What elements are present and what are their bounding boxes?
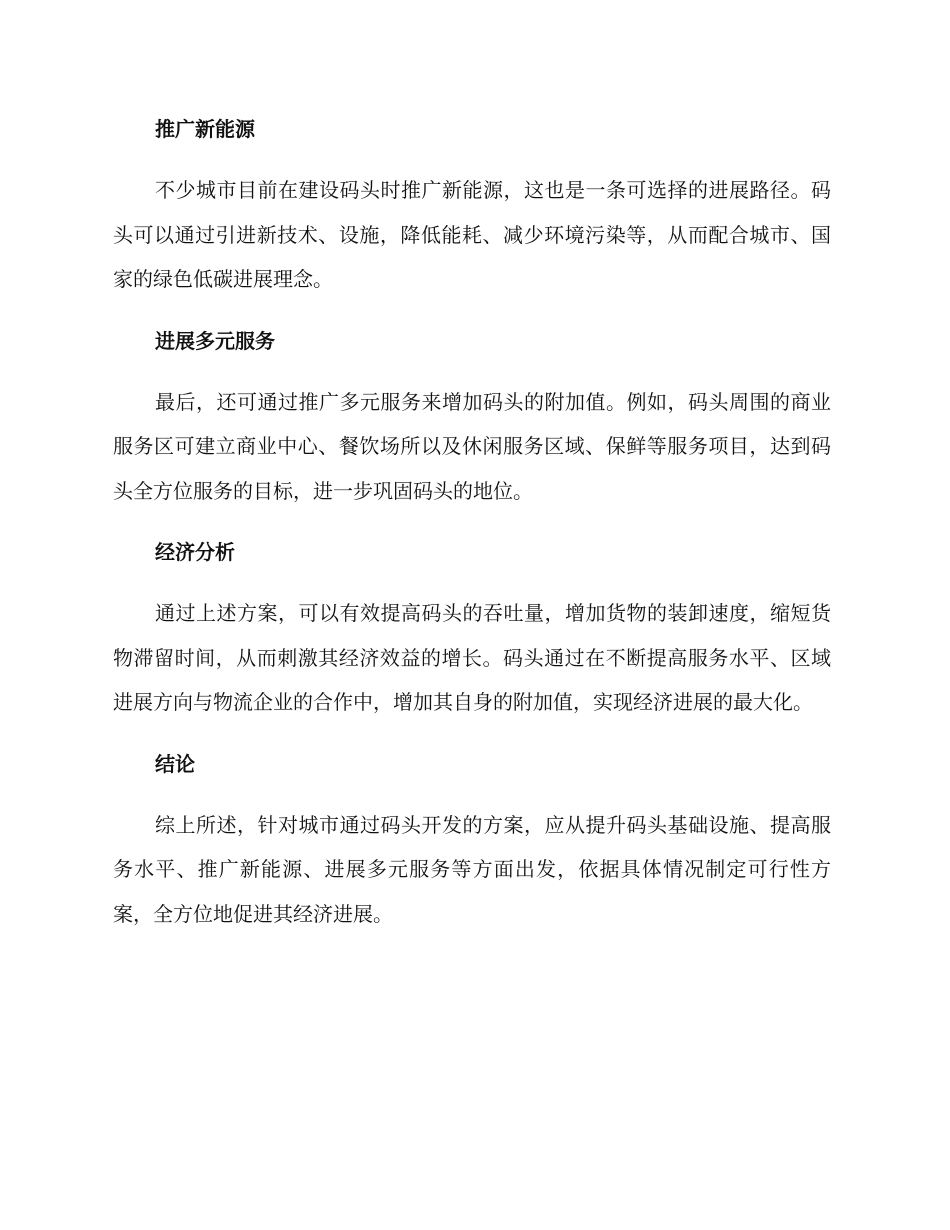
section-economic-analysis (113, 535, 831, 725)
section-heading: 推广新能源 (155, 117, 255, 141)
section-conclusion (113, 747, 831, 937)
document-body (113, 112, 831, 958)
section-paragraph: 最后，还可通过推广多元服务来增加码头的附加值。例如，码头周围的商业服务区可建立商业中心、餐饮场所以及休闲服务区域、保鲜等服务项目，达到码头全方位服务的目标，进一步巩固码头的地位。 (113, 389, 831, 503)
section-paragraph: 通过上述方案，可以有效提高码头的吞吐量，增加货物的装卸速度，缩短货物滞留时间，从而刺激其经济效益的增长。码头通过在不断提高服务水平、区域进展方向与物流企业的合作中，增加其自身的附加值，实现经济进展的最大化。 (113, 601, 831, 714)
section-heading: 结论 (155, 751, 195, 776)
section-heading: 经济分析 (155, 540, 235, 564)
section-diversified-services (113, 324, 831, 514)
section-paragraph: 不少城市目前在建设码头时推广新能源，这也是一条可选择的进展路径。码头可以通过引进新技术、设施，降低能耗、减少环境污染等，从而配合城市、国家的绿色低碳进展理念。 (113, 178, 831, 291)
section-new-energy (113, 112, 831, 302)
section-heading: 进展多元服务 (155, 328, 275, 353)
section-paragraph: 综上所述，针对城市通过码头开发的方案，应从提升码头基础设施、提高服务水平、推广新能源、进展多元服务等方面出发，依据具体情况制定可行性方案，全方位地促进其经济进展。 (113, 812, 831, 926)
